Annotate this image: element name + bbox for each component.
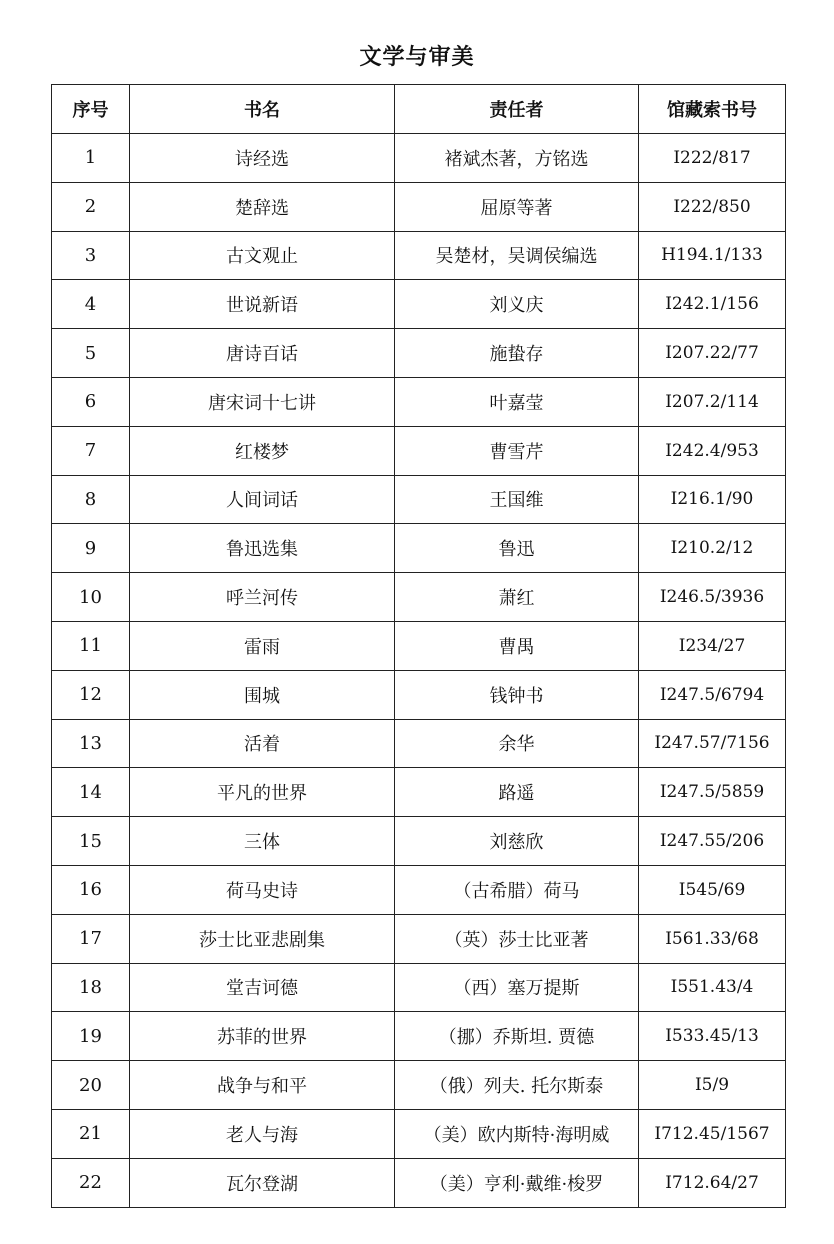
cell-title: 唐诗百话	[130, 329, 395, 378]
cell-seq: 13	[52, 719, 130, 768]
cell-call-number: I247.5/6794	[639, 670, 786, 719]
cell-author: （挪）乔斯坦. 贾德	[395, 1012, 639, 1061]
cell-title: 平凡的世界	[130, 768, 395, 817]
book-list-table	[51, 84, 786, 1208]
cell-seq: 16	[52, 865, 130, 914]
cell-title: 鲁迅选集	[130, 524, 395, 573]
cell-seq: 6	[52, 377, 130, 426]
cell-title: 莎士比亚悲剧集	[130, 914, 395, 963]
cell-author: 屈原等著	[395, 182, 639, 231]
cell-author: （美）亨利·戴维·梭罗	[395, 1158, 639, 1207]
cell-title: 唐宋词十七讲	[130, 377, 395, 426]
cell-author: 刘慈欣	[395, 817, 639, 866]
table-row	[52, 524, 786, 573]
cell-seq: 5	[52, 329, 130, 378]
cell-title: 活着	[130, 719, 395, 768]
cell-seq: 1	[52, 134, 130, 183]
table-row	[52, 865, 786, 914]
table-row	[52, 670, 786, 719]
cell-seq: 19	[52, 1012, 130, 1061]
cell-seq: 10	[52, 573, 130, 622]
cell-call-number: I216.1/90	[639, 475, 786, 524]
table-row	[52, 426, 786, 475]
cell-call-number: I551.43/4	[639, 963, 786, 1012]
cell-title: 老人与海	[130, 1109, 395, 1158]
table-row	[52, 621, 786, 670]
header-author: 责任者	[395, 85, 639, 134]
cell-seq: 21	[52, 1109, 130, 1158]
cell-author: 褚斌杰著，方铭选	[395, 134, 639, 183]
cell-author: 曹雪芹	[395, 426, 639, 475]
cell-title: 世说新语	[130, 280, 395, 329]
table-row	[52, 377, 786, 426]
cell-title: 围城	[130, 670, 395, 719]
cell-seq: 14	[52, 768, 130, 817]
table-row	[52, 182, 786, 231]
cell-call-number: H194.1/133	[639, 231, 786, 280]
cell-seq: 4	[52, 280, 130, 329]
table-row	[52, 1158, 786, 1207]
table-row	[52, 329, 786, 378]
cell-seq: 12	[52, 670, 130, 719]
table-row	[52, 719, 786, 768]
cell-seq: 2	[52, 182, 130, 231]
cell-author: 叶嘉莹	[395, 377, 639, 426]
cell-title: 荷马史诗	[130, 865, 395, 914]
cell-author: （俄）列夫. 托尔斯泰	[395, 1061, 639, 1110]
cell-seq: 7	[52, 426, 130, 475]
cell-title: 人间词话	[130, 475, 395, 524]
cell-title: 古文观止	[130, 231, 395, 280]
table-row	[52, 1061, 786, 1110]
table-row	[52, 914, 786, 963]
cell-author: 刘义庆	[395, 280, 639, 329]
cell-title: 红楼梦	[130, 426, 395, 475]
cell-author: 鲁迅	[395, 524, 639, 573]
table-row	[52, 134, 786, 183]
cell-title: 呼兰河传	[130, 573, 395, 622]
cell-seq: 20	[52, 1061, 130, 1110]
cell-call-number: I5/9	[639, 1061, 786, 1110]
cell-author: （西）塞万提斯	[395, 963, 639, 1012]
table-row	[52, 768, 786, 817]
cell-title: 三体	[130, 817, 395, 866]
cell-title: 苏菲的世界	[130, 1012, 395, 1061]
cell-call-number: I242.1/156	[639, 280, 786, 329]
cell-call-number: I561.33/68	[639, 914, 786, 963]
table-row	[52, 1012, 786, 1061]
cell-author: （美）欧内斯特·海明威	[395, 1109, 639, 1158]
table-row	[52, 817, 786, 866]
cell-author: 王国维	[395, 475, 639, 524]
cell-title: 战争与和平	[130, 1061, 395, 1110]
cell-call-number: I242.4/953	[639, 426, 786, 475]
table-row	[52, 280, 786, 329]
header-title: 书名	[130, 85, 395, 134]
table-row	[52, 963, 786, 1012]
cell-call-number: I210.2/12	[639, 524, 786, 573]
cell-title: 瓦尔登湖	[130, 1158, 395, 1207]
cell-seq: 9	[52, 524, 130, 573]
cell-call-number: I712.45/1567	[639, 1109, 786, 1158]
cell-seq: 3	[52, 231, 130, 280]
cell-seq: 17	[52, 914, 130, 963]
cell-call-number: I545/69	[639, 865, 786, 914]
cell-call-number: I207.22/77	[639, 329, 786, 378]
cell-call-number: I222/817	[639, 134, 786, 183]
table-row	[52, 573, 786, 622]
cell-author: 萧红	[395, 573, 639, 622]
cell-seq: 22	[52, 1158, 130, 1207]
table-row	[52, 231, 786, 280]
cell-seq: 15	[52, 817, 130, 866]
cell-title: 雷雨	[130, 621, 395, 670]
cell-author: 施蛰存	[395, 329, 639, 378]
cell-call-number: I246.5/3936	[639, 573, 786, 622]
cell-author: （英）莎士比亚著	[395, 914, 639, 963]
cell-author: 吴楚材，吴调侯编选	[395, 231, 639, 280]
table-row	[52, 475, 786, 524]
cell-title: 堂吉诃德	[130, 963, 395, 1012]
cell-author: 钱钟书	[395, 670, 639, 719]
cell-call-number: I207.2/114	[639, 377, 786, 426]
cell-seq: 8	[52, 475, 130, 524]
table-header-row	[52, 85, 786, 134]
cell-call-number: I234/27	[639, 621, 786, 670]
cell-call-number: I222/850	[639, 182, 786, 231]
cell-call-number: I712.64/27	[639, 1158, 786, 1207]
cell-title: 楚辞选	[130, 182, 395, 231]
cell-call-number: I247.55/206	[639, 817, 786, 866]
cell-call-number: I247.57/7156	[639, 719, 786, 768]
table-row	[52, 1109, 786, 1158]
cell-title: 诗经选	[130, 134, 395, 183]
page-title: 文学与审美	[359, 45, 475, 70]
cell-seq: 18	[52, 963, 130, 1012]
cell-author: （古希腊）荷马	[395, 865, 639, 914]
cell-author: 余华	[395, 719, 639, 768]
cell-seq: 11	[52, 621, 130, 670]
cell-author: 路遥	[395, 768, 639, 817]
header-seq: 序号	[52, 85, 130, 134]
header-call-number: 馆藏索书号	[639, 85, 786, 134]
cell-author: 曹禺	[395, 621, 639, 670]
cell-call-number: I533.45/13	[639, 1012, 786, 1061]
cell-call-number: I247.5/5859	[639, 768, 786, 817]
